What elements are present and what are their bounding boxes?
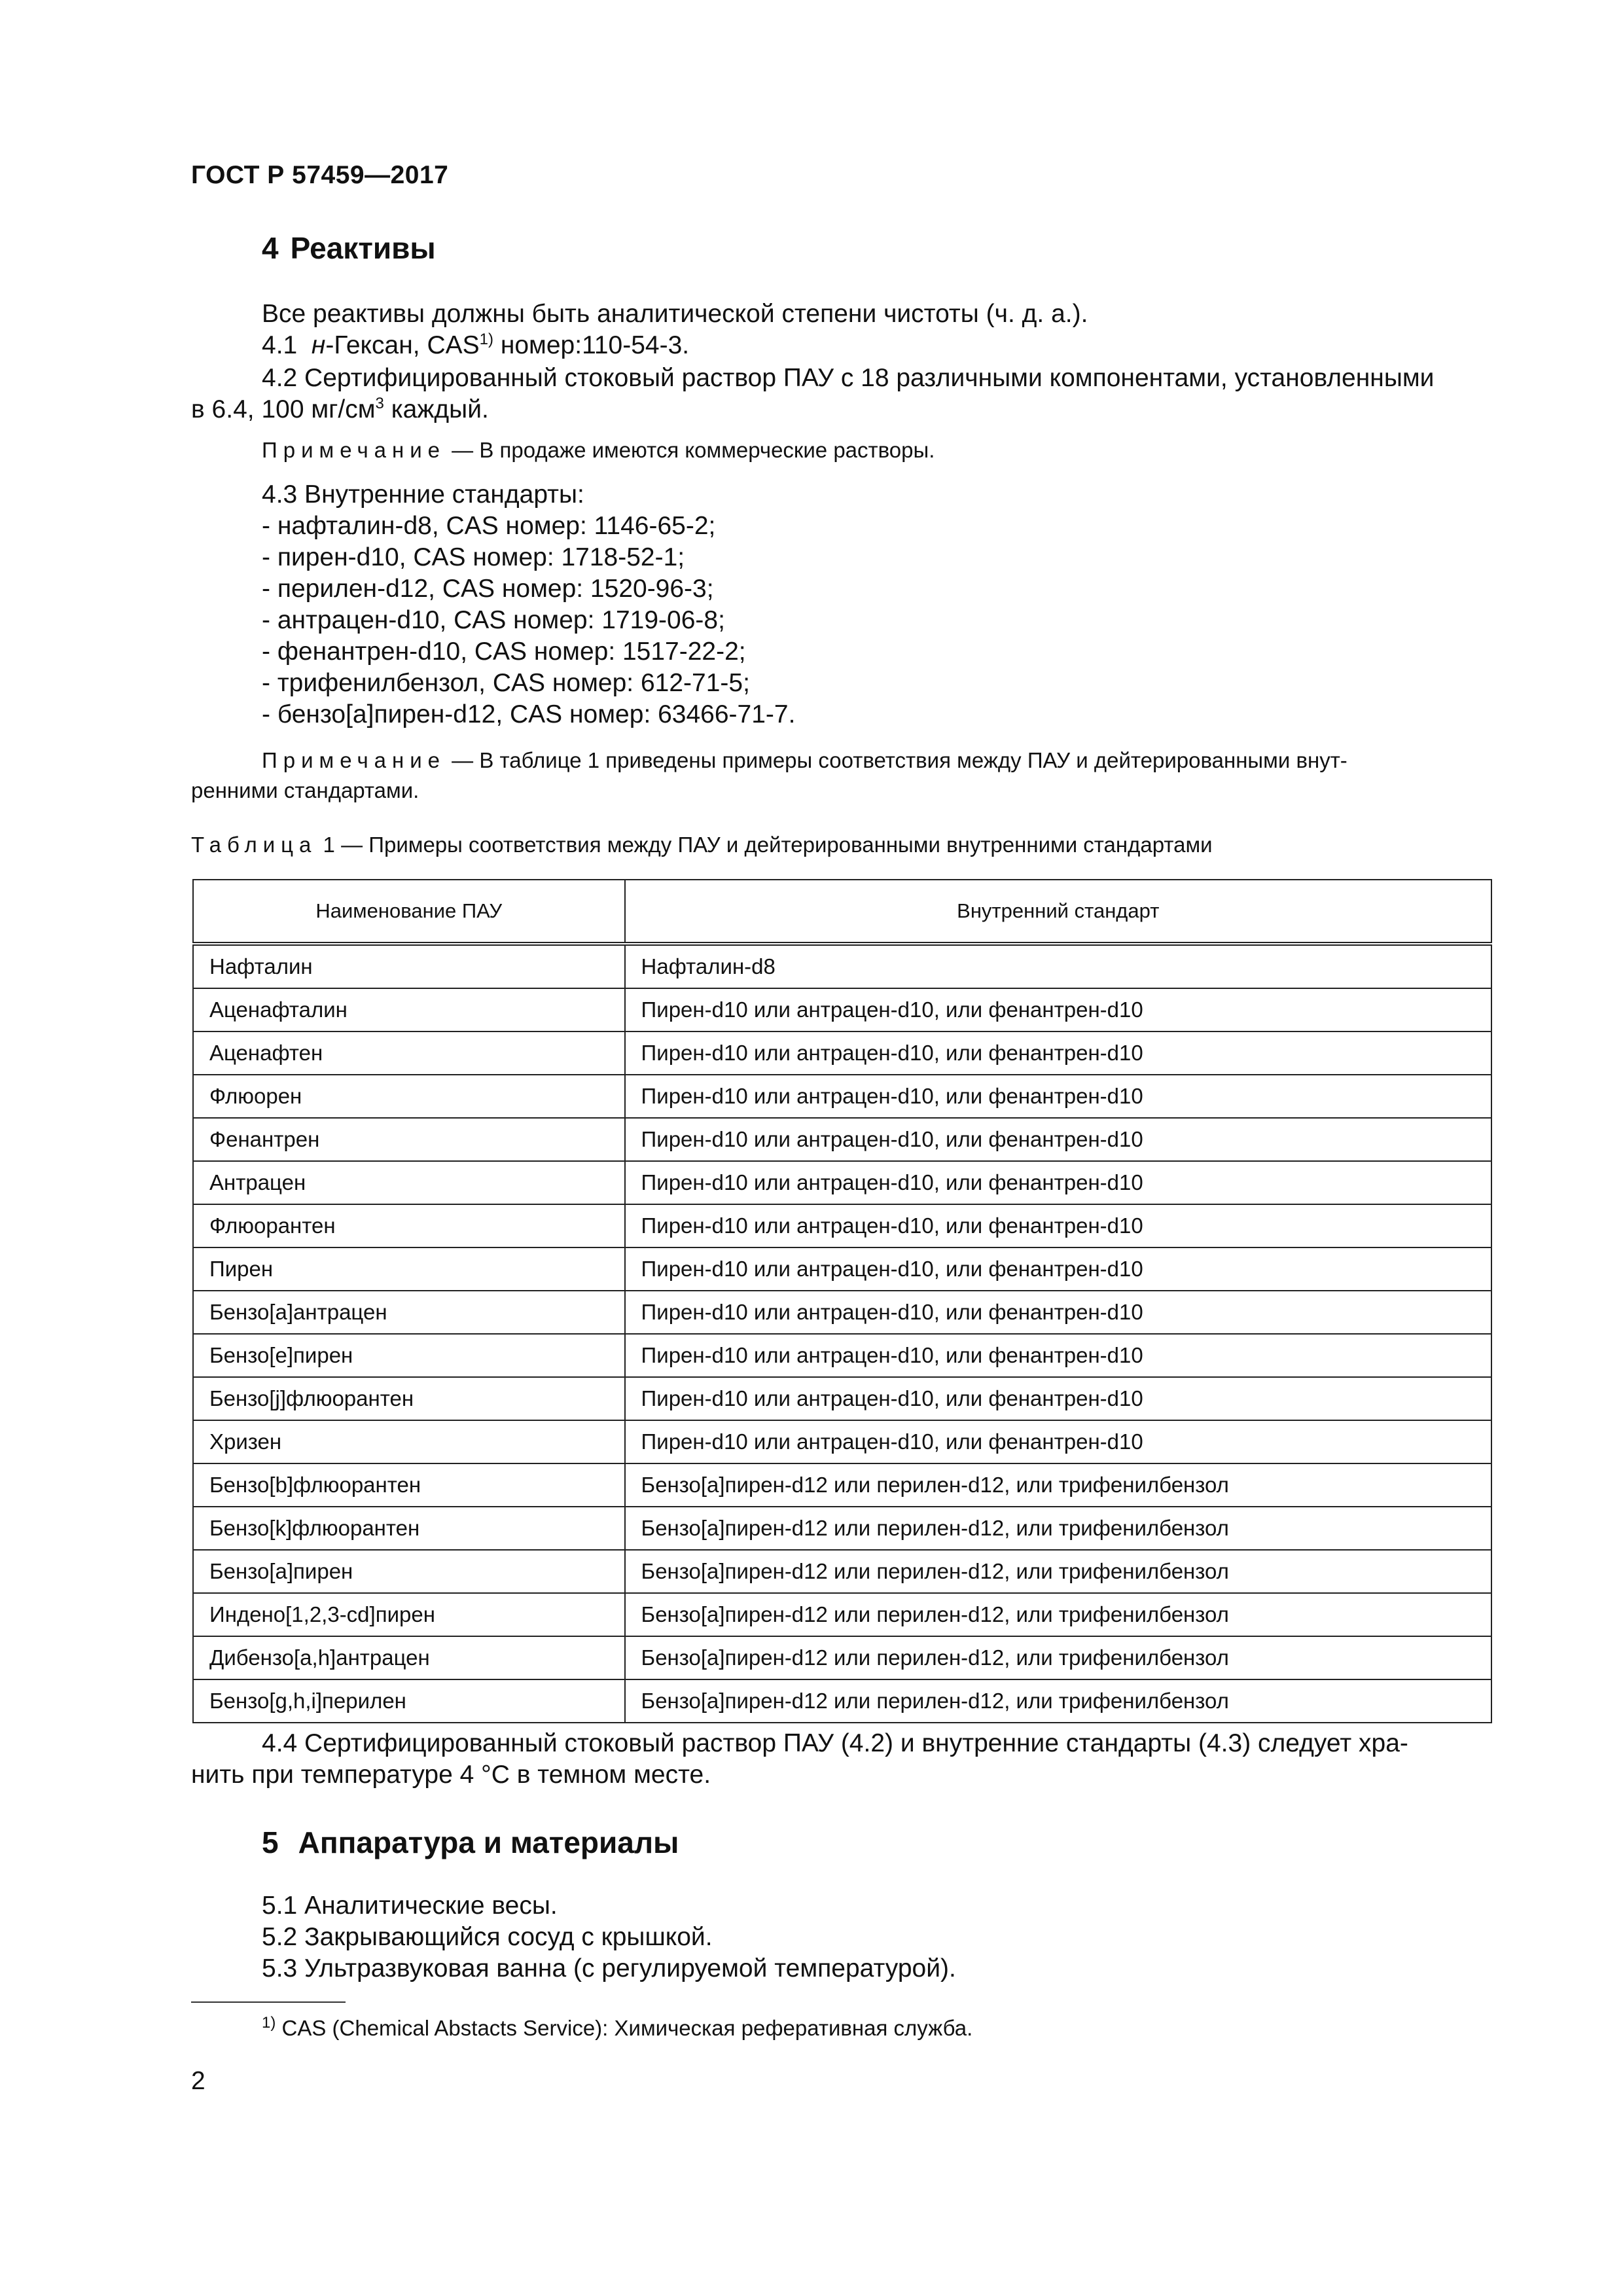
- internal-standard-cell: Пирен-d10 или антрацен-d10, или фенантрен-d10: [625, 1291, 1491, 1334]
- table-row: [193, 1334, 1491, 1377]
- apparatus-item: 5.1 Аналитические весы.: [262, 1892, 558, 1920]
- table-row: [193, 1636, 1491, 1679]
- table-row: [193, 1593, 1491, 1636]
- section-number: 5: [262, 1825, 279, 1859]
- internal-standard-cell: Пирен-d10 или антрацен-d10, или фенантрен-d10: [625, 988, 1491, 1031]
- section-title: Реактивы: [290, 231, 436, 265]
- table-caption: [191, 833, 1213, 857]
- paragraph-4-4-line2: нить при температуре 4 °С в темном месте.: [191, 1761, 711, 1789]
- text-fragment: каждый.: [383, 395, 489, 423]
- pah-name-cell: Пирен: [193, 1247, 625, 1291]
- section-title: Аппаратура и материалы: [298, 1825, 679, 1859]
- apparatus-item: 5.3 Ультразвуковая ванна (с регулируемой температурой).: [262, 1954, 956, 1982]
- pah-name-cell: Антрацен: [193, 1161, 625, 1204]
- table-row: [193, 1679, 1491, 1723]
- paragraph-4-2-line2: [191, 394, 489, 425]
- table-row: [193, 1550, 1491, 1593]
- internal-standard-cell: Пирен-d10 или антрацен-d10, или фенантрен-d10: [625, 1420, 1491, 1463]
- standard-item: - фенантрен-d10, CAS номер: 1517-22-2;: [262, 637, 746, 666]
- superscript: 3: [375, 395, 384, 412]
- standard-item: - бензо[a]пирен-d12, CAS номер: 63466-71-7.: [262, 700, 796, 728]
- document-code: ГОСТ Р 57459—2017: [191, 161, 449, 189]
- internal-standard-cell: Пирен-d10 или антрацен-d10, или фенантрен-d10: [625, 1118, 1491, 1161]
- pah-name-cell: Бензо[k]флюорантен: [193, 1507, 625, 1550]
- internal-standard-cell: Пирен-d10 или антрацен-d10, или фенантрен-d10: [625, 1031, 1491, 1075]
- section-number: 4: [262, 231, 279, 265]
- text-fragment: номер:110-54-3.: [493, 331, 690, 359]
- reagents-intro: Все реактивы должны быть аналитической степени чистоты (ч. д. а.).: [262, 300, 1088, 328]
- footnote-text: CAS (Chemical Abstacts Service): Химическая реферативная служба.: [276, 2016, 973, 2040]
- note-1: [262, 436, 935, 465]
- table-row: [193, 944, 1491, 988]
- internal-standard-cell: Пирен-d10 или антрацен-d10, или фенантрен-d10: [625, 1204, 1491, 1247]
- paragraph-4-4-line1: 4.4 Сертифицированный стоковый раствор ПАУ (4.2) и внутренние стандарты (4.3) следует хра-: [262, 1729, 1408, 1757]
- pah-name-cell: Бензо[j]флюорантен: [193, 1377, 625, 1420]
- internal-standard-cell: Пирен-d10 или антрацен-d10, или фенантрен-d10: [625, 1075, 1491, 1118]
- section-5-heading: [262, 1825, 679, 1860]
- internal-standard-cell: Нафталин-d8: [625, 944, 1491, 988]
- pah-name-cell: Фенантрен: [193, 1118, 625, 1161]
- text-fragment: -Гексан, CAS: [325, 331, 480, 359]
- italic-prefix: н: [311, 331, 326, 359]
- pah-name-cell: Нафталин: [193, 944, 625, 988]
- table-row: [193, 1118, 1491, 1161]
- header-internal-standard: Внутренний стандарт: [625, 880, 1491, 944]
- note-label: Примечание: [262, 748, 446, 772]
- paragraph-4-3-title: 4.3 Внутренние стандарты:: [262, 480, 584, 509]
- pah-name-cell: Бензо[g,h,i]перилен: [193, 1679, 625, 1723]
- internal-standard-cell: Бензо[a]пирен-d12 или перилен-d12, или трифенилбензол: [625, 1679, 1491, 1723]
- internal-standard-cell: Пирен-d10 или антрацен-d10, или фенантрен-d10: [625, 1334, 1491, 1377]
- table-row: [193, 1075, 1491, 1118]
- note-text: — В таблице 1 приведены примеры соответствия между ПАУ и дейтерированными внут-: [446, 748, 1347, 772]
- pah-name-cell: Аценафталин: [193, 988, 625, 1031]
- header-pah-name: Наименование ПАУ: [193, 880, 625, 944]
- footnote-marker: 1): [262, 2014, 276, 2032]
- table-row: [193, 1204, 1491, 1247]
- table-row: [193, 1291, 1491, 1334]
- pah-name-cell: Дибензо[a,h]антрацен: [193, 1636, 625, 1679]
- page-number: 2: [191, 2067, 205, 2095]
- note-2-line2: ренними стандартами.: [191, 778, 419, 802]
- apparatus-item: 5.2 Закрывающийся сосуд с крышкой.: [262, 1923, 713, 1951]
- internal-standard-cell: Бензо[a]пирен-d12 или перилен-d12, или трифенилбензол: [625, 1636, 1491, 1679]
- table-row: [193, 1247, 1491, 1291]
- pah-name-cell: Индено[1,2,3-cd]пирен: [193, 1593, 625, 1636]
- footnote: [262, 2016, 972, 2041]
- pah-standards-table: [192, 879, 1492, 1723]
- pah-name-cell: Флюорантен: [193, 1204, 625, 1247]
- standard-item: - перилен-d12, CAS номер: 1520-96-3;: [262, 575, 714, 603]
- table-row: [193, 1463, 1491, 1507]
- standard-item: - трифенилбензол, CAS номер: 612-71-5;: [262, 669, 750, 697]
- pah-name-cell: Бензо[a]антрацен: [193, 1291, 625, 1334]
- clause-number: 4.1: [262, 331, 298, 359]
- paragraph-4-1: [262, 330, 689, 361]
- caption-label: Таблица: [191, 833, 317, 857]
- table-row: [193, 1420, 1491, 1463]
- standard-item: - антрацен-d10, CAS номер: 1719-06-8;: [262, 606, 725, 634]
- pah-name-cell: Аценафтен: [193, 1031, 625, 1075]
- table-row: [193, 1377, 1491, 1420]
- standard-item: - пирен-d10, CAS номер: 1718-52-1;: [262, 543, 685, 571]
- note-text: — В продаже имеются коммерческие растворы.: [446, 438, 935, 462]
- standard-item: - нафталин-d8, CAS номер: 1146-65-2;: [262, 512, 716, 540]
- footnote-ref: 1): [479, 331, 493, 348]
- table-row: [193, 988, 1491, 1031]
- internal-standard-cell: Пирен-d10 или антрацен-d10, или фенантрен-d10: [625, 1247, 1491, 1291]
- table-row: [193, 1161, 1491, 1204]
- internal-standard-cell: Бензо[a]пирен-d12 или перилен-d12, или трифенилбензол: [625, 1507, 1491, 1550]
- pah-name-cell: Бензо[e]пирен: [193, 1334, 625, 1377]
- pah-name-cell: Флюорен: [193, 1075, 625, 1118]
- table-header-row: [193, 880, 1491, 944]
- pah-name-cell: Хризен: [193, 1420, 625, 1463]
- note-2-line1: [262, 746, 1347, 775]
- note-label: Примечание: [262, 438, 446, 462]
- footnote-divider: [191, 2001, 346, 2003]
- section-4-heading: [262, 230, 436, 266]
- internal-standard-cell: Бензо[a]пирен-d12 или перилен-d12, или трифенилбензол: [625, 1463, 1491, 1507]
- internal-standard-cell: Бензо[a]пирен-d12 или перилен-d12, или трифенилбензол: [625, 1593, 1491, 1636]
- internal-standard-cell: Пирен-d10 или антрацен-d10, или фенантрен-d10: [625, 1377, 1491, 1420]
- pah-name-cell: Бензо[b]флюорантен: [193, 1463, 625, 1507]
- table-row: [193, 1507, 1491, 1550]
- pah-name-cell: Бензо[a]пирен: [193, 1550, 625, 1593]
- internal-standard-cell: Пирен-d10 или антрацен-d10, или фенантрен-d10: [625, 1161, 1491, 1204]
- internal-standard-cell: Бензо[a]пирен-d12 или перилен-d12, или трифенилбензол: [625, 1550, 1491, 1593]
- caption-text: 1 — Примеры соответствия между ПАУ и дейтерированными внутренними стандартами: [317, 833, 1213, 857]
- table-row: [193, 1031, 1491, 1075]
- text-fragment: в 6.4, 100 мг/см: [191, 395, 376, 423]
- paragraph-4-2-line1: 4.2 Сертифицированный стоковый раствор ПАУ с 18 различными компонентами, установленными: [262, 364, 1435, 392]
